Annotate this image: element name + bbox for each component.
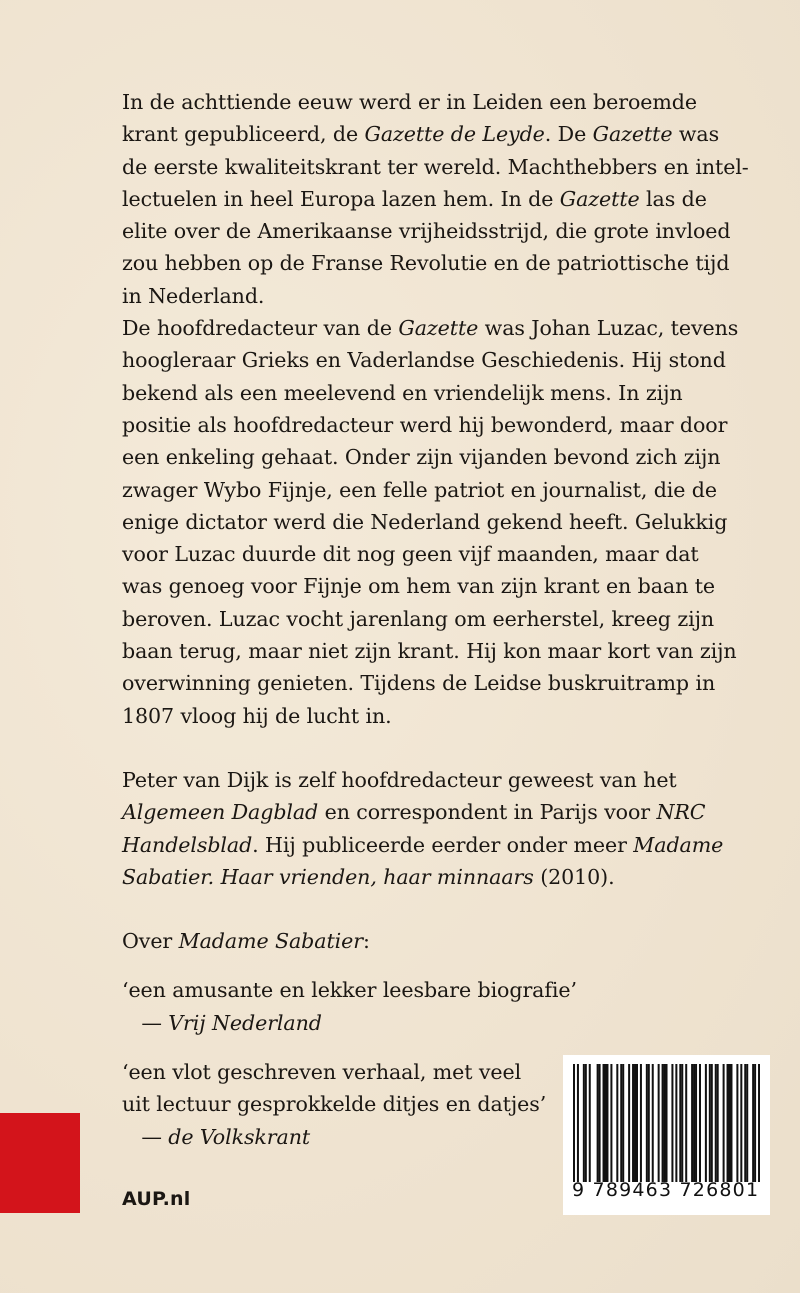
text-line bbox=[122, 1007, 707, 1039]
barcode-bar bbox=[699, 1064, 701, 1182]
text-run: lectuelen in heel Europa lazen hem. In de bbox=[122, 186, 560, 211]
italic-text: Gazette bbox=[398, 316, 479, 341]
publisher-website: AUP.nl bbox=[122, 1188, 191, 1210]
text-run: (2010). bbox=[533, 864, 615, 889]
barcode-bar bbox=[603, 1064, 605, 1182]
barcode-bar bbox=[577, 1064, 579, 1182]
text-run: — bbox=[122, 1124, 169, 1149]
text-line bbox=[122, 409, 728, 441]
text-run: Over bbox=[122, 929, 179, 954]
barcode-bar bbox=[604, 1064, 606, 1182]
barcode-bar bbox=[723, 1064, 725, 1182]
barcode-bar bbox=[652, 1064, 654, 1182]
barcode-bar bbox=[616, 1064, 618, 1182]
barcode-bar bbox=[606, 1064, 608, 1182]
text-line bbox=[122, 635, 737, 667]
text-run: bekend als een meelevend en vriendelijk mens. In zijn bbox=[122, 380, 683, 405]
barcode-bar bbox=[573, 1064, 575, 1182]
text-run: : bbox=[362, 929, 370, 954]
barcode-bar bbox=[628, 1064, 630, 1182]
barcode-bar bbox=[589, 1064, 591, 1182]
italic-text: NRC bbox=[656, 800, 706, 825]
text-line bbox=[122, 861, 707, 893]
text-line bbox=[122, 247, 730, 279]
text-run: in Nederland. bbox=[122, 283, 265, 308]
barcode-bar bbox=[620, 1064, 622, 1182]
barcode-bar bbox=[666, 1064, 668, 1182]
barcode-bar bbox=[758, 1064, 760, 1182]
text-line bbox=[122, 86, 707, 118]
italic-text: de Volkskrant bbox=[168, 1124, 311, 1149]
barcode-bar bbox=[648, 1064, 650, 1182]
text-run: — bbox=[122, 1010, 169, 1035]
text-run: . Hij publiceerde eerder onder meer bbox=[252, 832, 634, 857]
barcode-bar bbox=[681, 1064, 683, 1182]
barcode-bar bbox=[646, 1064, 648, 1182]
reviews-heading bbox=[122, 925, 707, 957]
text-line bbox=[122, 764, 707, 796]
text-run: elite over de Amerikaanse vrijheidsstrijd, die grote invloed bbox=[122, 219, 731, 244]
text-run: Peter van Dijk is zelf hoofdredacteur geweest van het bbox=[122, 767, 677, 792]
text-line bbox=[122, 151, 749, 183]
text-line bbox=[122, 667, 716, 699]
barcode-bar bbox=[664, 1064, 666, 1182]
text-line bbox=[122, 570, 715, 602]
text-line bbox=[122, 474, 717, 506]
italic-text: Madame bbox=[633, 832, 724, 857]
isbn-number: 9 789463 726801 bbox=[572, 1179, 760, 1201]
text-run: een enkeling gehaat. Onder zijn vijanden bevond zich zijn bbox=[122, 445, 721, 470]
italic-text: Madame Sabatier bbox=[178, 929, 363, 954]
barcode-bar bbox=[622, 1064, 624, 1182]
barcode-bar bbox=[730, 1064, 732, 1182]
barcode-bar bbox=[709, 1064, 711, 1182]
text-line bbox=[122, 506, 728, 538]
text-run: de eerste kwaliteitskrant ter wereld. Machthebbers en intel- bbox=[122, 154, 749, 179]
barcode-bar bbox=[717, 1064, 719, 1182]
text-line bbox=[122, 312, 739, 344]
italic-text: Sabatier. Haar vrienden, haar minnaars bbox=[122, 864, 534, 889]
text-line bbox=[122, 441, 721, 473]
italic-text: Handelsblad bbox=[122, 832, 253, 857]
text-run: was Johan Luzac, tevens bbox=[478, 316, 739, 341]
text-run: 1807 vloog hij de lucht in. bbox=[122, 703, 392, 728]
barcode-bar bbox=[693, 1064, 695, 1182]
barcode-bar bbox=[727, 1064, 729, 1182]
text-run: voor Luzac duurde dit nog geen vijf maanden, maar dat bbox=[122, 542, 699, 567]
text-line bbox=[122, 796, 707, 828]
barcode-bar bbox=[599, 1064, 601, 1182]
text-run: ‘een amusante en lekker leesbare biografie’ bbox=[122, 978, 577, 1003]
barcode-bar bbox=[685, 1064, 687, 1182]
barcode-bar bbox=[597, 1064, 599, 1182]
text-run: De hoofdredacteur van de bbox=[122, 316, 399, 341]
text-line bbox=[122, 183, 707, 215]
barcode-bar bbox=[671, 1064, 673, 1182]
text-line bbox=[122, 829, 724, 861]
italic-text: Gazette bbox=[559, 186, 640, 211]
text-line bbox=[122, 974, 707, 1006]
text-line bbox=[122, 280, 707, 312]
barcode-bar bbox=[634, 1064, 636, 1182]
text-run: beroven. Luzac vocht jarenlang om eerherstel, kreeg zijn bbox=[122, 606, 715, 631]
barcode-bar bbox=[715, 1064, 717, 1182]
barcode-bar bbox=[675, 1064, 677, 1182]
barcode-bar bbox=[754, 1064, 756, 1182]
text-line bbox=[122, 603, 715, 635]
italic-text: Gazette de Leyde bbox=[364, 122, 545, 147]
barcode-bar bbox=[679, 1064, 681, 1182]
barcode-bars-icon bbox=[573, 1064, 760, 1182]
barcode-bar bbox=[746, 1064, 748, 1182]
text-line bbox=[122, 700, 707, 732]
publisher-seal-icon bbox=[0, 1113, 80, 1213]
blurb-paragraph-2 bbox=[122, 312, 739, 732]
barcode-bar bbox=[658, 1064, 660, 1182]
text-line bbox=[122, 377, 707, 409]
text-run: baan terug, maar niet zijn krant. Hij kon maar kort van zijn bbox=[122, 639, 737, 664]
barcode-bar bbox=[729, 1064, 731, 1182]
text-run: . De bbox=[544, 122, 593, 147]
back-cover-text bbox=[122, 86, 749, 1153]
text-run: was genoeg voor Fijnje om hem van zijn krant en baan te bbox=[122, 574, 715, 599]
text-line bbox=[122, 344, 726, 376]
barcode-bar bbox=[736, 1064, 738, 1182]
text-run: was bbox=[672, 122, 720, 147]
barcode-bar bbox=[705, 1064, 707, 1182]
text-run: uit lectuur gesprokkelde ditjes en datjes’ bbox=[122, 1092, 547, 1117]
text-run: zou hebben op de Franse Revolutie en de patriottische tijd bbox=[122, 251, 730, 276]
barcode-bar bbox=[691, 1064, 693, 1182]
barcode-bar bbox=[636, 1064, 638, 1182]
text-line bbox=[122, 118, 720, 150]
barcode-bar bbox=[752, 1064, 754, 1182]
barcode-bar bbox=[640, 1064, 642, 1182]
barcode-bar bbox=[711, 1064, 713, 1182]
text-run: las de bbox=[639, 186, 707, 211]
text-run: In de achttiende eeuw werd er in Leiden een beroemde bbox=[122, 90, 697, 114]
text-run: ‘een vlot geschreven verhaal, met veel bbox=[122, 1060, 522, 1085]
text-run: positie als hoofdredacteur werd hij bewonderd, maar door bbox=[122, 412, 728, 437]
barcode-bar bbox=[744, 1064, 746, 1182]
review-quote-1 bbox=[122, 974, 707, 1039]
text-line bbox=[122, 538, 707, 570]
text-run: enige dictator werd die Nederland gekend heeft. Gelukkig bbox=[122, 509, 728, 534]
text-line bbox=[122, 215, 731, 247]
barcode-bar bbox=[740, 1064, 742, 1182]
text-run: en correspondent in Parijs voor bbox=[318, 800, 657, 825]
text-run: overwinning genieten. Tijdens de Leidse buskruitramp in bbox=[122, 671, 716, 696]
barcode-bar bbox=[610, 1064, 612, 1182]
author-bio bbox=[122, 764, 724, 893]
text-run: hoogleraar Grieks en Vaderlandse Geschiedenis. Hij stond bbox=[122, 348, 726, 373]
italic-text: Algemeen Dagblad bbox=[122, 800, 319, 825]
barcode-bar bbox=[585, 1064, 587, 1182]
isbn-barcode bbox=[563, 1055, 770, 1215]
text-run: zwager Wybo Fijnje, een felle patriot en journalist, die de bbox=[122, 477, 717, 502]
barcode-bar bbox=[632, 1064, 634, 1182]
italic-text: Vrij Nederland bbox=[168, 1010, 322, 1035]
barcode-bar bbox=[583, 1064, 585, 1182]
text-run: krant gepubliceerd, de bbox=[122, 122, 365, 147]
blurb-paragraph-1 bbox=[122, 86, 749, 312]
barcode-bar bbox=[695, 1064, 697, 1182]
text-line bbox=[122, 925, 707, 957]
barcode-bar bbox=[662, 1064, 664, 1182]
italic-text: Gazette bbox=[592, 122, 673, 147]
